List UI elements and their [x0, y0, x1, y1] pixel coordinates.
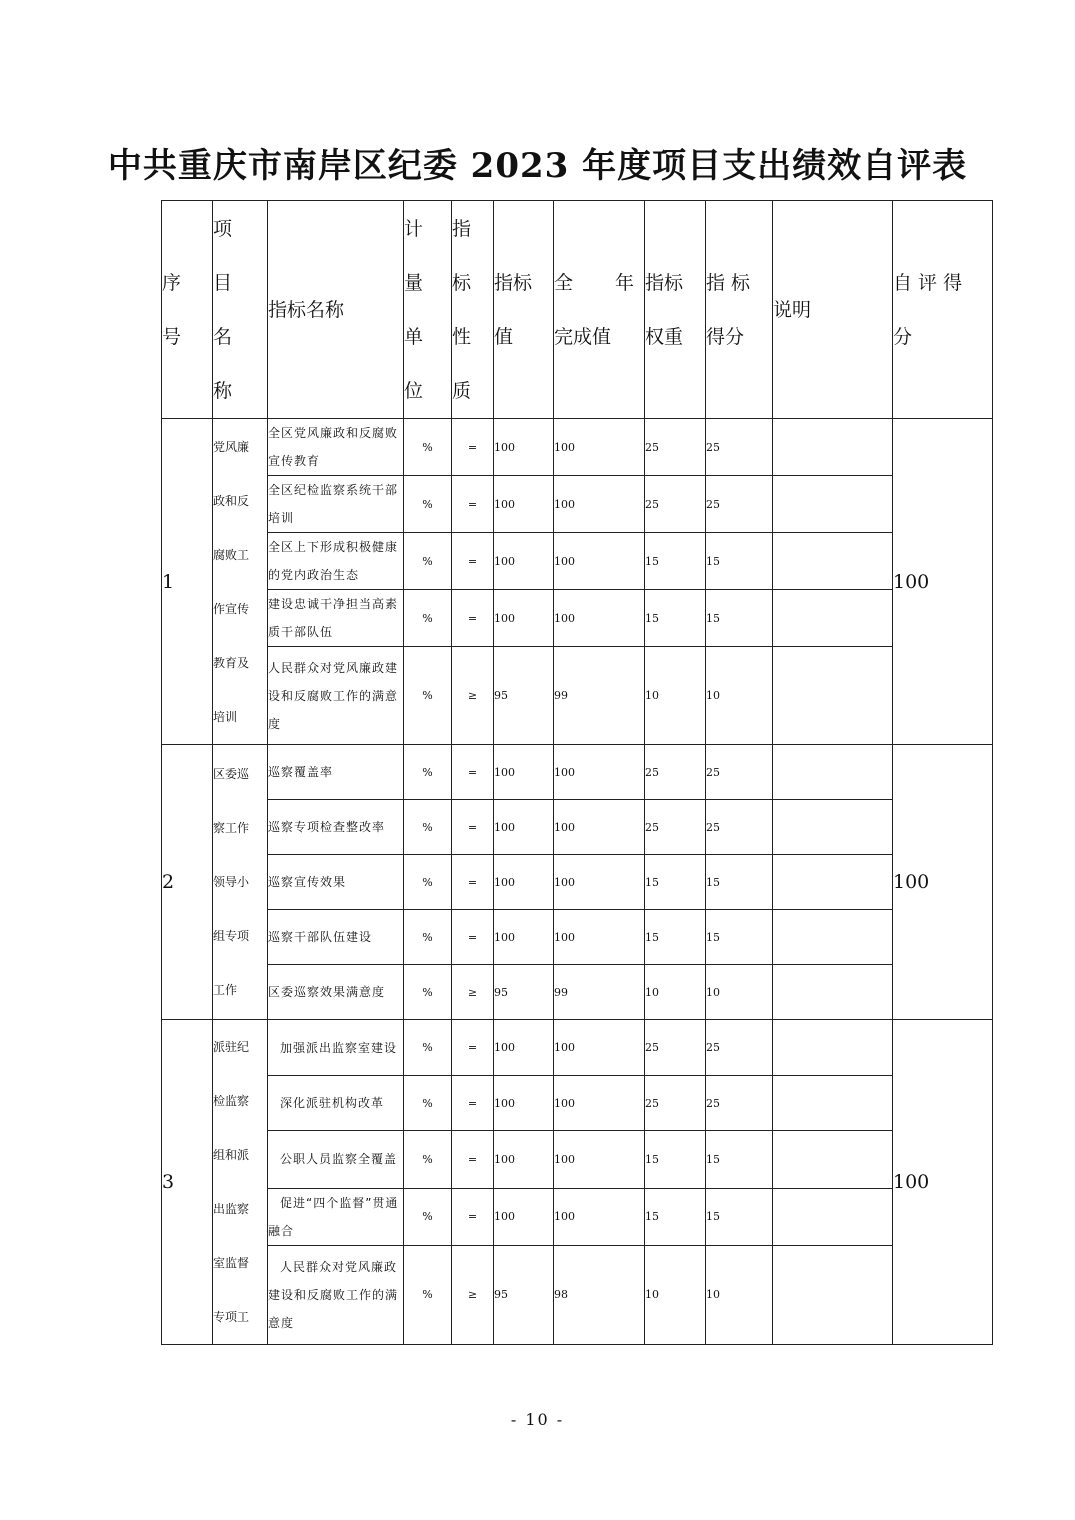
- header-indicator-value: 指标 值: [494, 201, 554, 419]
- indicator-nature: =: [452, 800, 494, 855]
- indicator-note: [773, 1131, 893, 1188]
- indicator-nature: =: [452, 855, 494, 910]
- indicator-name: 全区党风廉政和反腐败宣传教育: [268, 419, 404, 476]
- performance-table: [161, 200, 993, 1345]
- header-project: 项 目 名 称: [213, 201, 268, 419]
- indicator-weight: 15: [645, 1131, 706, 1188]
- annual-done-value: 100: [554, 476, 645, 533]
- indicator-name: 加强派出监察室建设: [268, 1020, 404, 1076]
- annual-done-value: 99: [554, 965, 645, 1020]
- indicator-value: 100: [494, 1076, 554, 1131]
- indicator-name: 全区纪检监察系统干部培训: [268, 476, 404, 533]
- indicator-name: 促进“四个监督”贯通融合: [268, 1188, 404, 1245]
- indicator-note: [773, 590, 893, 647]
- self-score: 100: [893, 1020, 993, 1345]
- indicator-note: [773, 1076, 893, 1131]
- indicator-value: 100: [494, 1131, 554, 1188]
- group-index: 1: [162, 419, 213, 745]
- indicator-score: 15: [706, 1131, 773, 1188]
- indicator-note: [773, 745, 893, 800]
- indicator-weight: 25: [645, 1020, 706, 1076]
- indicator-name: 建设忠诚干净担当高素质干部队伍: [268, 590, 404, 647]
- indicator-value: 100: [494, 476, 554, 533]
- indicator-note: [773, 1020, 893, 1076]
- indicator-name: 公职人员监察全覆盖: [268, 1131, 404, 1188]
- indicator-weight: 25: [645, 419, 706, 476]
- indicator-nature: =: [452, 745, 494, 800]
- indicator-name: 人民群众对党风廉政建设和反腐败工作的满意度: [268, 647, 404, 745]
- indicator-note: [773, 1245, 893, 1344]
- indicator-name: 全区上下形成积极健康的党内政治生态: [268, 533, 404, 590]
- annual-done-value: 100: [554, 1188, 645, 1245]
- indicator-note: [773, 419, 893, 476]
- table-row: [162, 590, 993, 647]
- indicator-nature: =: [452, 910, 494, 965]
- project-name-line: 腐败工: [213, 547, 250, 562]
- header-unit: 计 量 单 位: [404, 201, 452, 419]
- project-name-line: 派驻纪: [213, 1040, 250, 1054]
- indicator-note: [773, 910, 893, 965]
- indicator-score: 15: [706, 590, 773, 647]
- table-row: [162, 533, 993, 590]
- header-weight: 指标 权重: [645, 201, 706, 419]
- indicator-value: 100: [494, 745, 554, 800]
- indicator-weight: 10: [645, 965, 706, 1020]
- project-name-line: 室监督: [213, 1256, 250, 1270]
- indicator-unit: %: [404, 1245, 452, 1344]
- indicator-score: 15: [706, 910, 773, 965]
- indicator-name: 巡察干部队伍建设: [268, 910, 404, 965]
- header-nature: 指 标 性 质: [452, 201, 494, 419]
- indicator-value: 100: [494, 855, 554, 910]
- indicator-unit: %: [404, 965, 452, 1020]
- table-row: [162, 1020, 993, 1076]
- table-row: [162, 800, 993, 855]
- indicator-score: 25: [706, 745, 773, 800]
- indicator-unit: %: [404, 1131, 452, 1188]
- indicator-name: 人民群众对党风廉政建设和反腐败工作的满意度: [268, 1245, 404, 1344]
- indicator-unit: %: [404, 910, 452, 965]
- indicator-note: [773, 855, 893, 910]
- page-number: - 10 -: [510, 1410, 565, 1429]
- indicator-nature: =: [452, 476, 494, 533]
- indicator-weight: 15: [645, 533, 706, 590]
- indicator-value: 100: [494, 1188, 554, 1245]
- table-row: [162, 419, 993, 476]
- indicator-nature: =: [452, 533, 494, 590]
- indicator-score: 10: [706, 1245, 773, 1344]
- indicator-unit: %: [404, 533, 452, 590]
- table-header-row: [162, 201, 993, 419]
- indicator-nature: ≥: [452, 965, 494, 1020]
- annual-done-value: 100: [554, 800, 645, 855]
- indicator-name: 巡察宣传效果: [268, 855, 404, 910]
- indicator-value: 95: [494, 1245, 554, 1344]
- project-name-line: 组专项: [213, 929, 250, 943]
- indicator-unit: %: [404, 1020, 452, 1076]
- table-row: [162, 476, 993, 533]
- indicator-name: 深化派驻机构改革: [268, 1076, 404, 1131]
- annual-done-value: 100: [554, 419, 645, 476]
- annual-done-value: 100: [554, 855, 645, 910]
- group-index: 3: [162, 1020, 213, 1345]
- table-row: [162, 1076, 993, 1131]
- annual-done-value: 98: [554, 1245, 645, 1344]
- indicator-unit: %: [404, 800, 452, 855]
- annual-done-value: 100: [554, 533, 645, 590]
- indicator-note: [773, 965, 893, 1020]
- indicator-score: 15: [706, 1188, 773, 1245]
- indicator-nature: =: [452, 1188, 494, 1245]
- project-name-line: 检监察: [213, 1094, 250, 1108]
- indicator-value: 95: [494, 647, 554, 745]
- project-name-line: 政和反: [213, 493, 250, 508]
- indicator-unit: %: [404, 1188, 452, 1245]
- indicator-weight: 15: [645, 910, 706, 965]
- annual-done-value: 99: [554, 647, 645, 745]
- indicator-note: [773, 647, 893, 745]
- table-row: [162, 910, 993, 965]
- indicator-value: 100: [494, 590, 554, 647]
- indicator-unit: %: [404, 855, 452, 910]
- header-score: 指 标 得分: [706, 201, 773, 419]
- project-name: [213, 745, 268, 1020]
- indicator-score: 25: [706, 419, 773, 476]
- table-row: [162, 745, 993, 800]
- indicator-nature: =: [452, 1076, 494, 1131]
- header-self-score: 自 评 得 分: [893, 201, 993, 419]
- project-name-line: 出监察: [213, 1202, 250, 1216]
- indicator-score: 15: [706, 533, 773, 590]
- indicator-unit: %: [404, 590, 452, 647]
- indicator-nature: =: [452, 1020, 494, 1076]
- indicator-nature: =: [452, 419, 494, 476]
- indicator-weight: 15: [645, 590, 706, 647]
- annual-done-value: 100: [554, 590, 645, 647]
- project-name-line: 区委巡: [213, 767, 250, 781]
- indicator-note: [773, 476, 893, 533]
- indicator-name: 区委巡察效果满意度: [268, 965, 404, 1020]
- indicator-score: 25: [706, 1076, 773, 1131]
- indicator-nature: ≥: [452, 647, 494, 745]
- indicator-unit: %: [404, 1076, 452, 1131]
- indicator-value: 100: [494, 533, 554, 590]
- indicator-weight: 10: [645, 647, 706, 745]
- annual-done-value: 100: [554, 1020, 645, 1076]
- header-annual-done: 全 年 完成值: [554, 201, 645, 419]
- indicator-note: [773, 1188, 893, 1245]
- page-title: 中共重庆市南岸区纪委 2023 年度项目支出绩效自评表: [107, 146, 968, 186]
- indicator-note: [773, 800, 893, 855]
- indicator-name: 巡察覆盖率: [268, 745, 404, 800]
- project-name-line: 组和派: [213, 1148, 250, 1162]
- annual-done-value: 100: [554, 1076, 645, 1131]
- table-row: [162, 855, 993, 910]
- indicator-value: 100: [494, 419, 554, 476]
- project-name-line: 工作: [213, 983, 238, 997]
- project-name-line: 察工作: [213, 821, 250, 835]
- indicator-unit: %: [404, 647, 452, 745]
- indicator-name: 巡察专项检查整改率: [268, 800, 404, 855]
- project-name: [213, 419, 268, 745]
- indicator-weight: 25: [645, 800, 706, 855]
- indicator-unit: %: [404, 419, 452, 476]
- indicator-nature: =: [452, 590, 494, 647]
- indicator-weight: 25: [645, 476, 706, 533]
- indicator-value: 100: [494, 910, 554, 965]
- table-row: [162, 965, 993, 1020]
- indicator-value: 95: [494, 965, 554, 1020]
- annual-done-value: 100: [554, 745, 645, 800]
- indicator-score: 15: [706, 855, 773, 910]
- indicator-unit: %: [404, 476, 452, 533]
- indicator-value: 100: [494, 800, 554, 855]
- table-body: [162, 419, 993, 1345]
- table-row: [162, 1131, 993, 1188]
- indicator-score: 25: [706, 1020, 773, 1076]
- indicator-weight: 25: [645, 745, 706, 800]
- indicator-unit: %: [404, 745, 452, 800]
- indicator-score: 25: [706, 800, 773, 855]
- annual-done-value: 100: [554, 910, 645, 965]
- project-name-line: 党风廉: [213, 439, 250, 454]
- header-seq: 序 号: [162, 201, 213, 419]
- project-name-line: 作宣传: [213, 601, 250, 616]
- indicator-score: 10: [706, 965, 773, 1020]
- table-row: [162, 1245, 993, 1344]
- indicator-value: 100: [494, 1020, 554, 1076]
- header-indicator-name: 指标名称: [268, 201, 404, 419]
- table-row: [162, 1188, 993, 1245]
- indicator-note: [773, 533, 893, 590]
- project-name-line: 专项工: [213, 1310, 250, 1324]
- indicator-weight: 15: [645, 855, 706, 910]
- self-score: 100: [893, 419, 993, 745]
- self-score: 100: [893, 745, 993, 1020]
- annual-done-value: 100: [554, 1131, 645, 1188]
- project-name-line: 培训: [213, 709, 238, 724]
- indicator-nature: ≥: [452, 1245, 494, 1344]
- table-row: [162, 647, 993, 745]
- header-note: 说明: [773, 201, 893, 419]
- project-name: [213, 1020, 268, 1345]
- indicator-weight: 10: [645, 1245, 706, 1344]
- indicator-nature: =: [452, 1131, 494, 1188]
- indicator-weight: 25: [645, 1076, 706, 1131]
- project-name-line: 教育及: [213, 655, 250, 670]
- indicator-score: 25: [706, 476, 773, 533]
- group-index: 2: [162, 745, 213, 1020]
- project-name-line: 领导小: [213, 875, 250, 889]
- indicator-weight: 15: [645, 1188, 706, 1245]
- indicator-score: 10: [706, 647, 773, 745]
